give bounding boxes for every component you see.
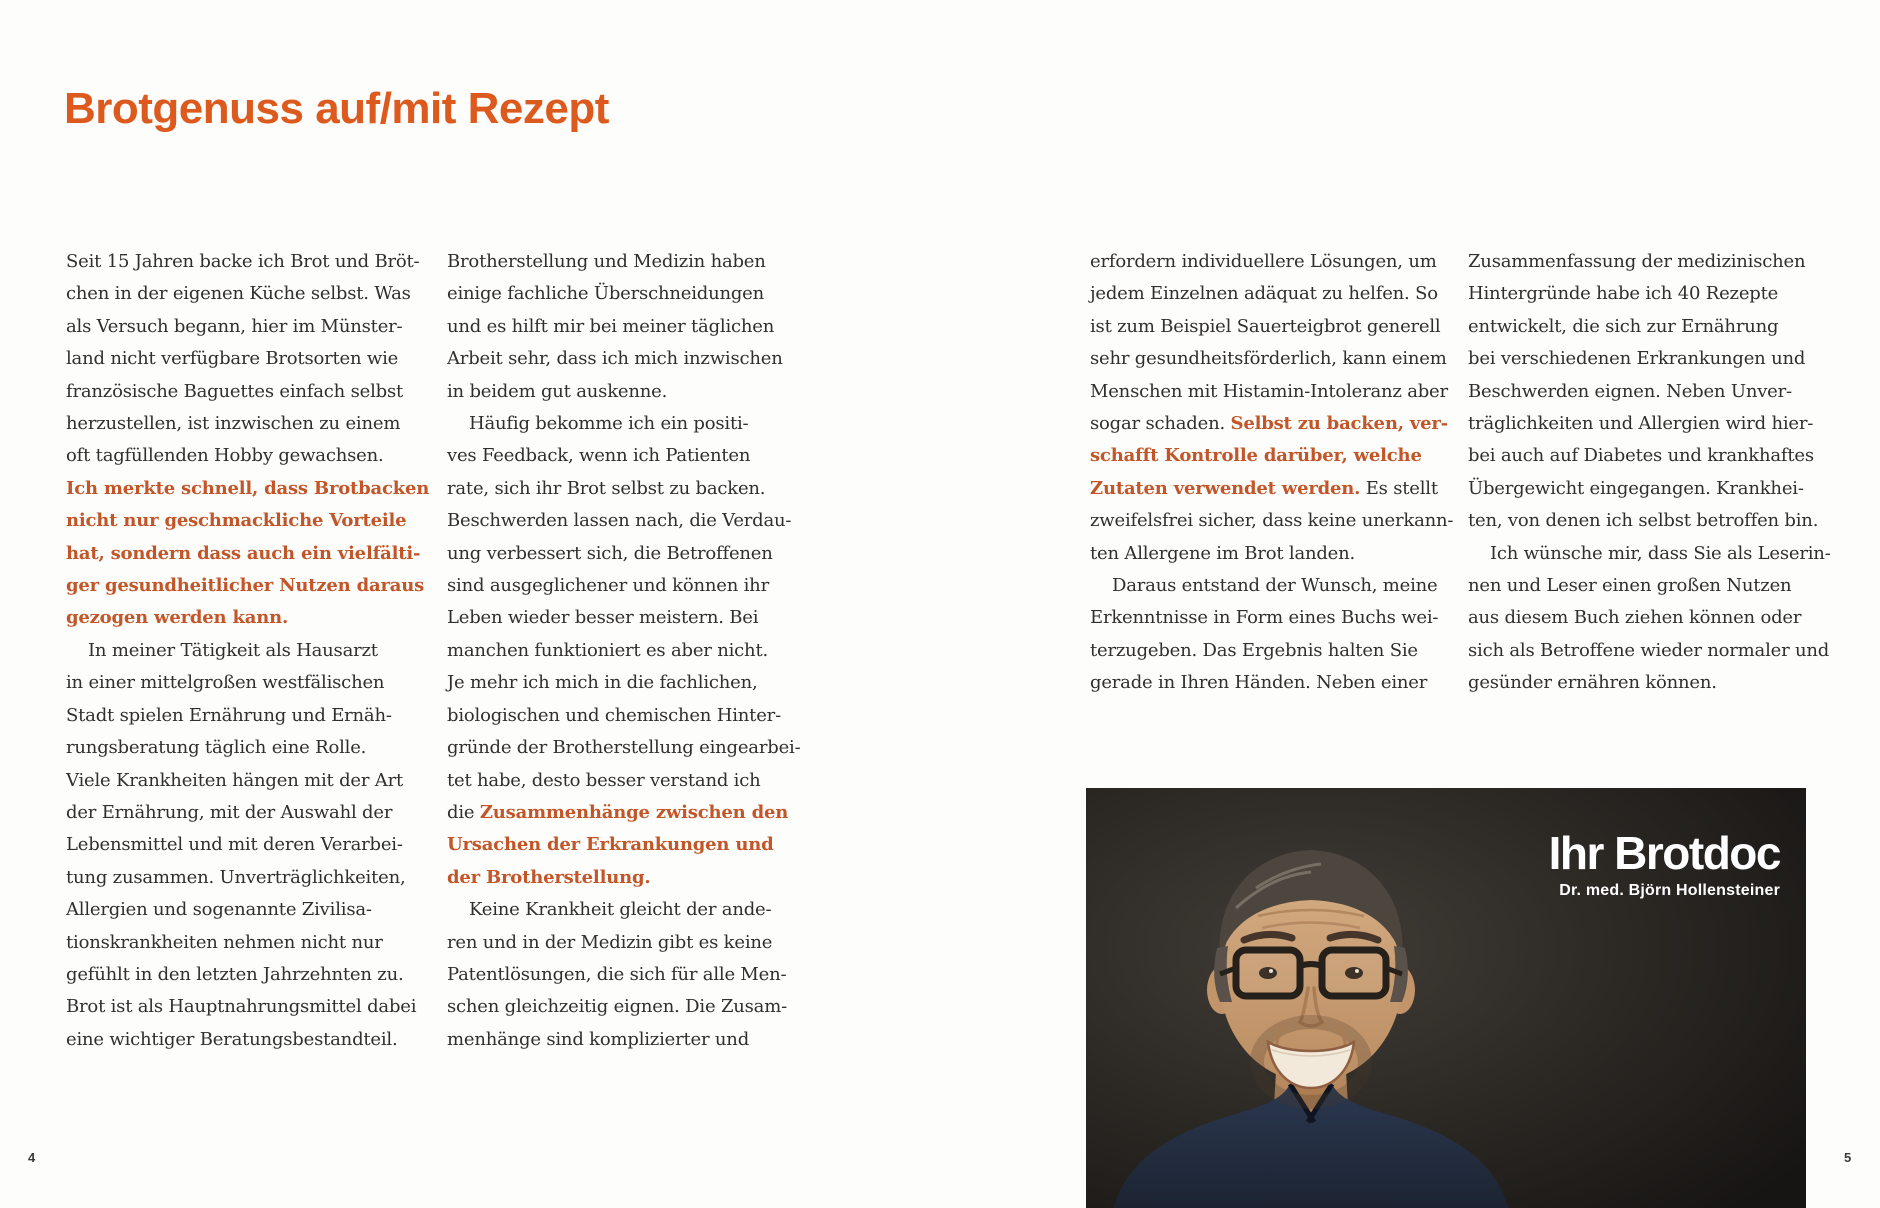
text-line: tet habe, desto besser verstand ich	[447, 769, 761, 791]
text-line: schafft Kontrolle darüber, welche	[1090, 445, 1422, 467]
text-line: Beschwerden eignen. Neben Unver-	[1468, 380, 1792, 402]
text-line: Viele Krankheiten hängen mit der Art	[66, 769, 404, 791]
text-line: land nicht verfügbare Brotsorten wie	[66, 348, 399, 370]
text-line: menhänge sind komplizierter und	[447, 1028, 750, 1050]
text-line: Patentlösungen, die sich für alle Men-	[447, 963, 787, 985]
text-line: und es hilft mir bei meiner täglichen	[447, 315, 775, 337]
text-line: Daraus entstand der Wunsch, meine	[1112, 575, 1438, 597]
text-line: in einer mittelgroßen westfälischen	[66, 672, 385, 694]
author-photo	[1086, 788, 1806, 1208]
text-line: nicht nur geschmackliche Vorteile	[66, 510, 407, 532]
text-line: tionskrankheiten nehmen nicht nur	[66, 931, 383, 953]
text-line: gründe der Brotherstellung eingearbei-	[447, 737, 801, 759]
text-line: sehr gesundheitsförderlich, kann einem	[1090, 348, 1447, 370]
text-line: rate, sich ihr Brot selbst zu backen.	[447, 477, 766, 499]
page-number-right: 5	[1844, 1150, 1852, 1165]
text-line: einige fachliche Überschneidungen	[447, 283, 765, 305]
photo-title: Ihr Brotdoc	[1548, 827, 1780, 879]
text-line: Lebensmittel und mit deren Verarbei-	[66, 834, 403, 856]
text-line: der Ernährung, mit der Auswahl der	[66, 801, 393, 823]
text-line: Beschwerden lassen nach, die Verdau-	[447, 510, 792, 532]
page-title: Brotgenuss auf/mit Rezept	[64, 84, 609, 133]
text-line: bei verschiedenen Erkrankungen und	[1468, 348, 1806, 370]
text-line: Allergien und sogenannte Zivilisa-	[66, 899, 372, 921]
text-line: französische Baguettes einfach selbst	[66, 380, 404, 402]
text-line: ten, von denen ich selbst betroffen bin.	[1468, 510, 1819, 532]
text-line: eine wichtiger Beratungsbestandteil.	[66, 1028, 398, 1050]
text-line: in beidem gut auskenne.	[447, 380, 668, 402]
text-line: erfordern individuellere Lösungen, um	[1090, 251, 1437, 272]
text-line: Stadt spielen Ernährung und Ernäh-	[66, 704, 392, 726]
text-line: Keine Krankheit gleicht der ande-	[469, 899, 772, 921]
text-line: nen und Leser einen großen Nutzen	[1468, 575, 1792, 597]
text-line: Brotherstellung und Medizin haben	[447, 251, 766, 272]
text-line: Zusammenfassung der medizinischen	[1468, 251, 1806, 272]
text-line: terzugeben. Das Ergebnis halten Sie	[1090, 639, 1418, 661]
text-line: jedem Einzelnen adäquat zu helfen. So	[1090, 283, 1438, 305]
text-line: der Brotherstellung.	[447, 866, 651, 888]
text-line: Brot ist als Hauptnahrungsmittel dabei	[66, 996, 417, 1018]
text-line: gezogen werden kann.	[66, 607, 289, 629]
text-line: Erkenntnisse in Form eines Buchs wei-	[1090, 607, 1439, 629]
text-line: Leben wieder besser meistern. Bei	[447, 607, 759, 629]
text-line: träglichkeiten und Allergien wird hier-	[1468, 413, 1814, 435]
text-line: tung zusammen. Unverträglichkeiten,	[66, 866, 406, 888]
text-line: gesünder ernähren können.	[1468, 672, 1717, 694]
text-line: zweifelsfrei sicher, dass keine unerkann-	[1090, 510, 1454, 532]
photo-subtitle: Dr. med. Björn Hollensteiner	[1559, 882, 1780, 899]
text-line: chen in der eigenen Küche selbst. Was	[66, 283, 411, 305]
text-line: ves Feedback, wenn ich Patienten	[447, 445, 751, 467]
text-line: Je mehr ich mich in die fachlichen,	[447, 672, 758, 694]
text-line: ger gesundheitlicher Nutzen daraus	[66, 575, 425, 597]
page-number-left: 4	[28, 1150, 36, 1165]
text-line: als Versuch begann, hier im Münster-	[66, 315, 403, 337]
text-line: biologischen und chemischen Hinter-	[447, 704, 781, 726]
text-line: sogar schaden. Selbst zu backen, ver-	[1090, 413, 1448, 435]
text-column-3	[1090, 246, 1453, 700]
text-line: Ursachen der Erkrankungen und	[447, 834, 774, 856]
text-column-2	[447, 246, 800, 1056]
text-line: Menschen mit Histamin-Intoleranz aber	[1090, 380, 1448, 402]
text-line: Häufig bekomme ich ein positi-	[469, 413, 749, 435]
text-line: die Zusammenhänge zwischen den	[447, 801, 789, 823]
text-line: Zutaten verwendet werden. Es stellt	[1090, 477, 1438, 499]
text-line: Seit 15 Jahren backe ich Brot und Bröt-	[66, 251, 420, 272]
text-line: hat, sondern dass auch ein vielfälti-	[66, 542, 421, 564]
text-line: aus diesem Buch ziehen können oder	[1468, 607, 1802, 629]
text-line: Arbeit sehr, dass ich mich inzwischen	[447, 348, 783, 370]
text-line: herzustellen, ist inzwischen zu einem	[66, 413, 401, 435]
text-line: Ich merkte schnell, dass Brotbacken	[66, 477, 430, 499]
text-line: ung verbessert sich, die Betroffenen	[447, 542, 773, 564]
text-line: oft tagfüllenden Hobby gewachsen.	[66, 445, 384, 467]
text-line: ren und in der Medizin gibt es keine	[447, 931, 773, 953]
text-line: schen gleichzeitig eignen. Die Zusam-	[447, 996, 787, 1018]
text-line: ten Allergene im Brot landen.	[1090, 542, 1356, 564]
text-line: gefühlt in den letzten Jahrzehnten zu.	[66, 963, 404, 985]
text-line: sind ausgeglichener und können ihr	[447, 575, 769, 597]
text-line: Ich wünsche mir, dass Sie als Leserin-	[1490, 542, 1831, 564]
photo-caption	[1548, 827, 1780, 900]
text-line: sich als Betroffene wieder normaler und	[1468, 639, 1830, 661]
text-line: entwickelt, die sich zur Ernährung	[1468, 315, 1779, 337]
text-line: bei auch auf Diabetes und krankhaftes	[1468, 445, 1814, 467]
text-line: ist zum Beispiel Sauerteigbrot generell	[1090, 315, 1441, 337]
text-line: Hintergründe habe ich 40 Rezepte	[1468, 283, 1779, 305]
text-column-4	[1468, 246, 1831, 700]
text-line: gerade in Ihren Händen. Neben einer	[1090, 672, 1428, 694]
text-line: rungsberatung täglich eine Rolle.	[66, 737, 367, 759]
text-line: Übergewicht eingegangen. Krankhei-	[1468, 477, 1804, 499]
text-column-1	[66, 246, 429, 1056]
text-line: manchen funktioniert es aber nicht.	[447, 639, 768, 661]
text-line: In meiner Tätigkeit als Hausarzt	[88, 639, 378, 661]
